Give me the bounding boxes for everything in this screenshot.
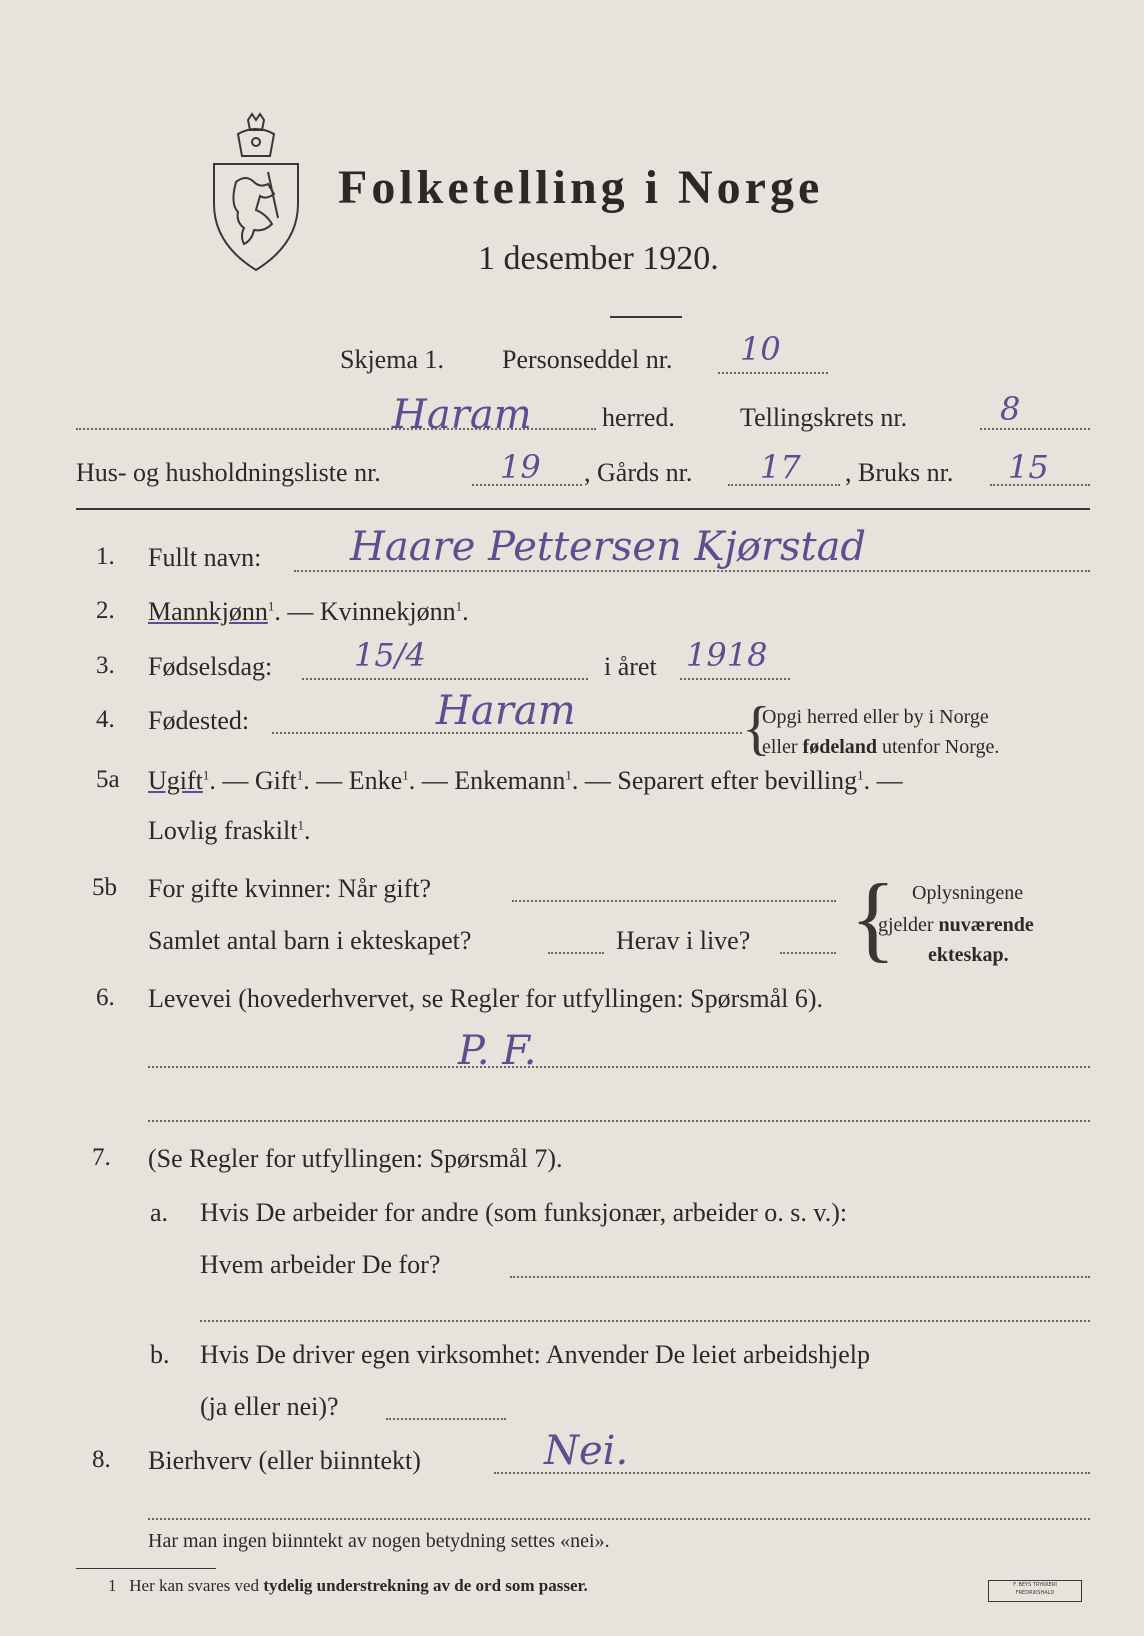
q6-line-1 (148, 1066, 1090, 1068)
q5b-line-1: For gifte kvinner: Når gift? (148, 874, 432, 903)
q3-line (302, 678, 588, 680)
q1-number: 1. (96, 543, 115, 570)
personseddel-line (718, 372, 828, 374)
q4-brace: { (742, 695, 771, 761)
q6-number: 6. (96, 984, 115, 1011)
q3-value: 15/4 (354, 636, 426, 674)
q4-note-2 (762, 736, 999, 759)
q5b-note-3: ekteskap. (928, 944, 1009, 966)
q5b-line-1-dots (512, 900, 836, 902)
q5b-line-2-dots (548, 952, 604, 954)
q5a-gift: Gift (254, 766, 297, 795)
q5b-number: 5b (92, 874, 117, 901)
q5a-sup-1: 1 (202, 767, 210, 783)
q4-number: 4. (96, 706, 115, 733)
q8-label: Bierhverv (eller biinntekt) (148, 1446, 421, 1475)
footnote-text-b: tydelig understrekning av de ord som passer. (263, 1576, 588, 1595)
q7-number: 7. (92, 1144, 111, 1171)
q5b-line-2b-dots (780, 952, 836, 954)
footer-note: Har man ingen biinntekt av nogen betydning settes «nei». (148, 1530, 610, 1552)
husliste-value: 19 (500, 448, 541, 486)
printer-stamp-line-2: FREDRIKSHALD (1015, 1590, 1055, 1596)
q5a-sup-4: 1 (565, 767, 572, 783)
q7a-dots-1 (510, 1276, 1090, 1278)
q7-label: (Se Regler for utfyllingen: Spørsmål 7). (148, 1144, 563, 1173)
skjema-label: Skjema 1. (340, 345, 444, 374)
q8-number: 8. (92, 1446, 111, 1473)
q3-year-line (680, 678, 790, 680)
q4-note-2c: utenfor Norge. (877, 736, 1000, 758)
q1-line (294, 570, 1090, 572)
q7b-line-1: Hvis De driver egen virksomhet: Anvender De leiet arbeidshjelp (200, 1340, 871, 1369)
q5a-separert: Separert efter bevilling (617, 766, 858, 795)
q3-label: Fødselsdag: (148, 652, 273, 681)
footnote-mark: 1 (108, 1576, 117, 1595)
q5a-enke: Enke (348, 766, 403, 795)
printer-stamp-line-1: F. BEYS TRYKKERI (1013, 1582, 1057, 1588)
q5a-enkemann: Enkemann (454, 766, 566, 795)
q5a-ugift: Ugift (148, 766, 203, 795)
footnote-rule (76, 1568, 216, 1569)
herred-label: herred. (602, 403, 675, 432)
coat-of-arms-icon (208, 112, 304, 274)
personseddel-value: 10 (740, 330, 781, 368)
herred-value: Haram (392, 392, 532, 438)
q8-line-2 (148, 1518, 1090, 1520)
q5b-line-2: Samlet antal barn i ekteskapet? (148, 926, 472, 955)
q4-value: Haram (436, 688, 576, 734)
q4-note-2a: eller (762, 736, 803, 758)
q7b-letter: b. (150, 1340, 170, 1369)
q4-label: Fødested: (148, 706, 250, 735)
q5a-options: Ugift$^1$. — Gift$^1$. — Enke$^1$. — Enkemann$^1$. — Separert efter bevilling$^1$. — (148, 766, 903, 795)
divider (610, 316, 682, 318)
q6-label: Levevei (hovederhvervet, se Regler for utfyllingen: Spørsmål 6). (148, 984, 824, 1013)
personseddel-label: Personseddel nr. (502, 345, 673, 374)
gards-value: 17 (760, 448, 801, 486)
q5a-line-2: Lovlig fraskilt$^1$. (148, 816, 311, 845)
section-rule (76, 508, 1090, 510)
bruks-label: , Bruks nr. (845, 458, 954, 487)
q7b-dots (386, 1418, 506, 1420)
tellingskrets-value: 8 (1000, 390, 1021, 428)
q5b-note-2a: gjelder (878, 914, 939, 936)
q5a-number: 5a (96, 766, 120, 793)
printer-stamp (988, 1580, 1082, 1602)
q7b-line-2: (ja eller nei)? (200, 1392, 339, 1421)
q2-sep: . — (274, 597, 320, 626)
q5b-note-2 (878, 914, 1034, 937)
tellingskrets-label: Tellingskrets nr. (740, 403, 908, 432)
q1-value: Haare Pettersen Kjørstad (350, 524, 867, 570)
q2-female: Kvinnekjønn (319, 597, 456, 626)
q2-male: Mannkjønn (148, 597, 268, 626)
q1-label: Fullt navn: (148, 543, 262, 572)
q5b-note-1: Oplysningene (912, 882, 1024, 904)
q5a-sup-6: 1 (297, 817, 304, 833)
gards-label: , Gårds nr. (584, 458, 693, 487)
q7a-line-2: Hvem arbeider De for? (200, 1250, 441, 1279)
q3-year-label: i året (604, 652, 657, 681)
q2-number: 2. (96, 597, 115, 624)
bruks-value: 15 (1008, 448, 1049, 486)
q3-year-value: 1918 (686, 636, 768, 674)
q5a-sup-3: 1 (402, 767, 409, 783)
q5b-brace: { (850, 864, 897, 971)
census-date: 1 desember 1920. (478, 240, 719, 277)
form-title: Folketelling i Norge (338, 161, 824, 214)
q7a-dots-2 (200, 1320, 1090, 1322)
q7a-line-1: Hvis De arbeider for andre (som funksjonær, arbeider o. s. v.): (200, 1198, 848, 1227)
q6-value: P. F. (458, 1028, 537, 1074)
q5b-note-2b: nuværende (938, 914, 1034, 936)
q2-end: . (462, 597, 469, 626)
footnote (108, 1576, 588, 1596)
husliste-label: Hus- og husholdningsliste nr. (76, 458, 381, 487)
q6-line-2 (148, 1120, 1090, 1122)
footnote-text-a: Her kan svares ved (129, 1576, 264, 1595)
q2-sex-options: Mannkjønn$^1$. — Kvinnekjønn$^1$. (148, 597, 469, 626)
q5a-fraskilt: Lovlig fraskilt (148, 816, 298, 845)
q4-note-1: Opgi herred eller by i Norge (762, 706, 989, 728)
q5a-sup-2: 1 (296, 767, 304, 783)
q7a-letter: a. (150, 1198, 169, 1227)
q4-note-2b: fødeland (802, 736, 877, 758)
q5b-line-2b: Herav i live? (616, 926, 751, 955)
q5a-sup-5: 1 (857, 767, 864, 783)
q8-value: Nei. (544, 1428, 629, 1474)
tellingskrets-line (980, 428, 1090, 430)
q3-number: 3. (96, 652, 115, 679)
